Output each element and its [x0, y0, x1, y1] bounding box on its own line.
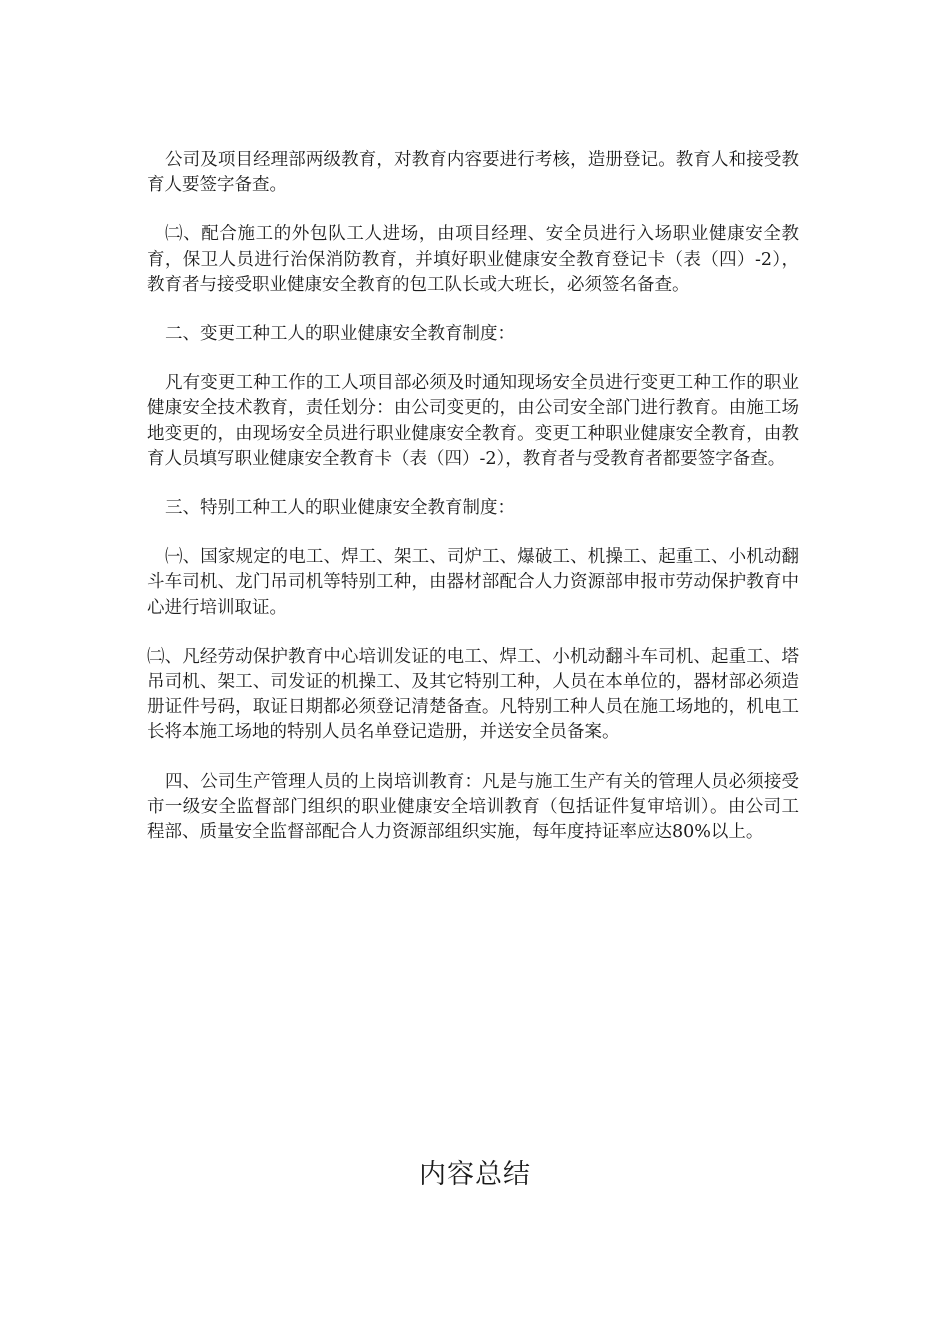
- document-body: [147, 148, 799, 869]
- paragraph-subcontractor-entry: ㈡、配合施工的外包队工人进场，由项目经理、安全员进行入场职业健康安全教育，保卫人员进行治保消防教育，并填好职业健康安全教育登记卡（表（四）-2），教育者与接受职业健康安全教育的包工队长或大班长，必须签名备查。: [147, 224, 799, 295]
- paragraph-special-trades-list: ㈠、国家规定的电工、焊工、架工、司炉工、爆破工、机操工、起重工、小机动翻斗车司机、龙门吊司机等特别工种，由器材部配合人力资源部申报市劳动保护教育中心进行培训取证。: [147, 547, 799, 618]
- summary-title: 内容总结: [419, 1159, 531, 1190]
- paragraph-management-training: 四、公司生产管理人员的上岗培训教育：凡是与施工生产有关的管理人员必须接受市一级安全监督部门组织的职业健康安全培训教育（包括证件复审培训）。由公司工程部、质量安全监督部配合人力资源部组织实施，每年度持证率应达80%以上。: [147, 771, 799, 843]
- section-heading-job-change: 二、变更工种工人的职业健康安全教育制度：: [165, 324, 515, 345]
- paragraph-special-trades-certified: ㈡、凡经劳动保护教育中心培训发证的电工、焊工、小机动翻斗车司机、起重工、塔吊司机、架工、司发证的机操工、及其它特别工种，人员在本单位的，器材部必须造册证件号码，取证日期都必须登记清楚备查。凡特别工种人员在施工场地的，机电工长将本施工场地的特别人员名单登记造册，并送安全员备案。: [147, 646, 799, 743]
- paragraph-job-change: 凡有变更工种工作的工人项目部必须及时通知现场安全员进行变更工种工作的职业健康安全技术教育，责任划分：由公司变更的，由公司安全部门进行教育。由施工场地变更的，由现场安全员进行职业健康安全教育。变更工种职业健康安全教育，由教育人员填写职业健康安全教育卡（表（四）-2），教育者与受教育者都要签字备查。: [147, 373, 799, 469]
- section-heading-special-trades: 三、特别工种工人的职业健康安全教育制度：: [165, 498, 515, 519]
- paragraph-education-levels: 公司及项目经理部两级教育，对教育内容要进行考核，造册登记。教育人和接受教育人要签字备查。: [147, 150, 799, 196]
